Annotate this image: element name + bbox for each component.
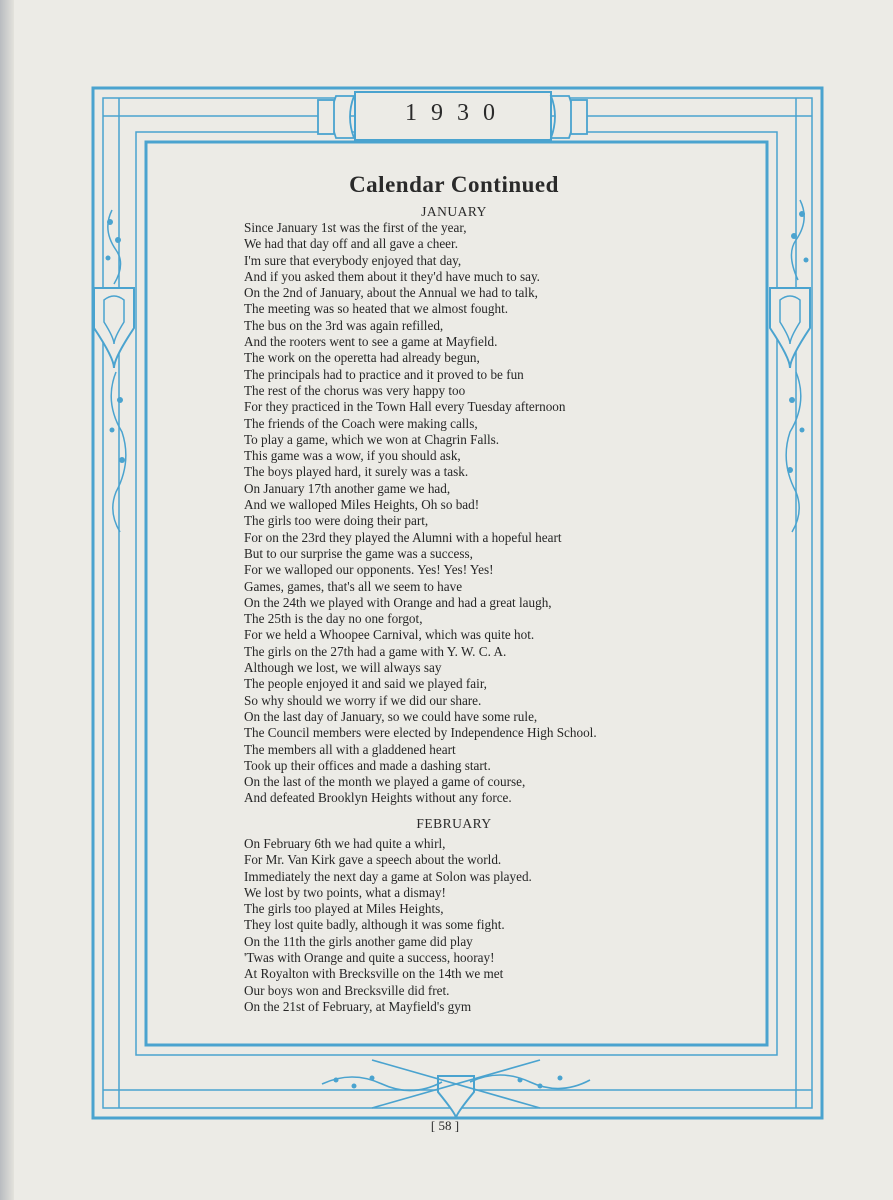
poem-line: We had that day off and all gave a cheer. <box>244 236 458 252</box>
poem-line: And defeated Brooklyn Heights without any force. <box>244 790 512 806</box>
poem-line: The members all with a gladdened heart <box>244 741 456 757</box>
poem-line: On the last of the month we played a game of course, <box>244 774 526 790</box>
poem-line: 'Twas with Orange and quite a success, hooray! <box>244 950 495 966</box>
section-heading-january: JANUARY <box>421 204 487 219</box>
poem-line: For on the 23rd they played the Alumni with a hopeful heart <box>244 529 562 545</box>
poem-line: We lost by two points, what a dismay! <box>244 884 446 900</box>
poem-line: This game was a wow, if you should ask, <box>244 448 461 464</box>
poem-line: Games, games, that's all we seem to have <box>244 578 463 594</box>
poem-line: For they practiced in the Town Hall every Tuesday afternoon <box>244 399 566 415</box>
poem-line: The boys played hard, it surely was a task. <box>244 464 469 480</box>
poem-line: At Royalton with Brecksville on the 14th we met <box>244 966 504 982</box>
section-heading-february: FEBRUARY <box>416 816 492 831</box>
poem-line: But to our surprise the game was a success, <box>244 545 473 561</box>
poem-line: On the last day of January, so we could have some rule, <box>244 708 538 724</box>
poem-line: I'm sure that everybody enjoyed that day, <box>244 252 462 268</box>
page-header-year: 1930 <box>405 100 509 126</box>
poem-line: Although we lost, we will always say <box>244 660 442 676</box>
poem-line: On the 2nd of January, about the Annual we had to talk, <box>244 285 538 301</box>
poem-line: Our boys won and Brecksville did fret. <box>244 982 450 998</box>
page-number: [ 58 ] <box>430 1118 460 1133</box>
poem-line: The meeting was so heated that we almost fought. <box>244 301 509 317</box>
poem-line: The people enjoyed it and said we played fair, <box>244 676 487 692</box>
poem-line: On January 17th another game we had, <box>244 480 451 496</box>
poem-line: The friends of the Coach were making calls, <box>244 415 478 431</box>
poem-line: On the 21st of February, at Mayfield's gym <box>244 998 472 1014</box>
poem-line: Since January 1st was the first of the year, <box>244 220 467 235</box>
poem-line: Took up their offices and made a dashing start. <box>244 757 491 773</box>
poem-line: So why should we worry if we did our share. <box>244 692 482 708</box>
poem-line: For we held a Whoopee Carnival, which was quite hot. <box>244 627 535 643</box>
poem-line: The rest of the chorus was very happy too <box>244 382 466 398</box>
poem-line: The bus on the 3rd was again refilled, <box>244 317 444 333</box>
poem-line: And the rooters went to see a game at Mayfield. <box>244 334 498 350</box>
poem-line: The girls on the 27th had a game with Y. W. C. A. <box>244 643 507 659</box>
poem-line: For we walloped our opponents. Yes! Yes! Yes! <box>244 562 494 578</box>
poem-line: They lost quite badly, although it was some fight. <box>244 917 505 933</box>
poem-line: The work on the operetta had already begun, <box>244 350 480 366</box>
poem-line: And if you asked them about it they'd have much to say. <box>244 268 540 284</box>
poem-line: And we walloped Miles Heights, Oh so bad! <box>244 497 480 513</box>
poem-line: The Council members were elected by Independence High School. <box>244 725 597 741</box>
poem-line: To play a game, which we won at Chagrin Falls. <box>244 431 500 447</box>
poem-line: For Mr. Van Kirk gave a speech about the world. <box>244 852 502 868</box>
poem-january <box>244 220 684 807</box>
page-title: Calendar Continued <box>349 172 559 197</box>
poem-line: The girls too played at Miles Heights, <box>244 901 444 917</box>
poem-line: The girls too were doing their part, <box>244 513 429 529</box>
poem-line: On the 24th we played with Orange and had a great laugh, <box>244 594 552 610</box>
poem-line: On February 6th we had quite a whirl, <box>244 836 446 851</box>
poem-line: Immediately the next day a game at Solon was played. <box>244 868 532 884</box>
poem-line: On the 11th the girls another game did play <box>244 933 473 949</box>
poem-line: The 25th is the day no one forgot, <box>244 611 423 627</box>
poem-line: The principals had to practice and it proved to be fun <box>244 366 524 382</box>
poem-february <box>244 836 684 1015</box>
